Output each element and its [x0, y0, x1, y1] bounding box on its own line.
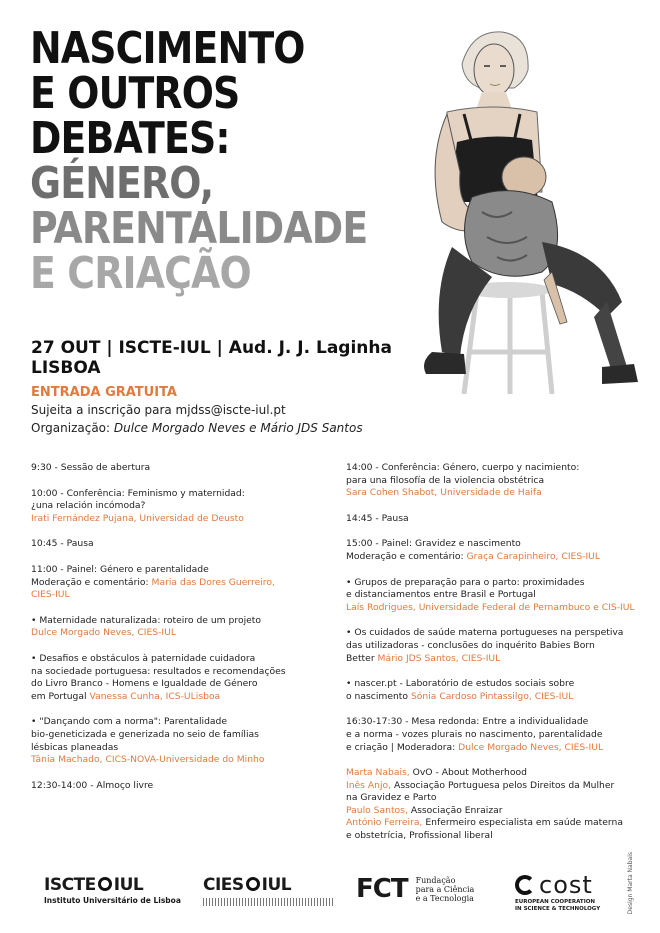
program-line: para una filosofía de la violencia obstétrica	[346, 474, 545, 486]
iscte-wordmark: ISCTE	[44, 875, 96, 895]
program-line: • "Dançando com a norma": Parentalidade	[31, 716, 228, 728]
program-item	[346, 538, 646, 563]
program-line: • Grupos de preparação para o parto: proximidades	[346, 576, 585, 588]
program-line: bio-geneticizada e generizada no seio de famílias	[31, 728, 259, 740]
program-text: e criação | Moderadora:	[346, 741, 456, 753]
program-text: OvO - About Motherhood	[412, 767, 527, 779]
program-item	[31, 462, 336, 475]
speaker-text: Paulo Santos,	[346, 804, 408, 816]
mother-illustration	[402, 22, 642, 394]
program-item	[346, 627, 646, 665]
title-line: GÉNERO,	[30, 158, 214, 209]
sponsor-logos	[0, 868, 660, 918]
cost-logo	[515, 871, 601, 913]
program-text: Moderação e comentário:	[31, 576, 149, 588]
program-line	[346, 653, 646, 666]
speaker-text: Dulce Morgado Neves, CIES-IUL	[458, 741, 604, 753]
cies-iul-wordmark: IUL	[261, 875, 292, 895]
event-city: LISBOA	[31, 358, 101, 378]
cies-wordmark: CIES	[203, 875, 244, 895]
speaker-text: Vanessa Cunha, ICS-ULisboa	[89, 690, 221, 702]
title-line: PARENTALIDADE	[30, 203, 368, 254]
program-item	[346, 577, 646, 615]
title-line: DEBATES:	[30, 113, 230, 164]
iscte-iul-wordmark: IUL	[113, 875, 144, 895]
program-line	[31, 577, 336, 590]
event-date-venue: 27 OUT | ISCTE-IUL | Aud. J. J. Laginha	[31, 338, 392, 358]
program-line: • Os cuidados de saúde materna portugueses na perspetiva	[346, 627, 624, 639]
organization-line	[31, 421, 363, 435]
iscte-symbol-icon	[98, 877, 112, 891]
program-line	[346, 742, 646, 755]
program-item	[31, 564, 336, 602]
program-line	[346, 551, 646, 564]
program-line: na Gravidez e Parto	[346, 792, 437, 804]
cies-symbol-icon	[246, 877, 260, 891]
title-line: E OUTROS	[30, 68, 240, 119]
program-item	[31, 488, 336, 526]
program-line: 9:30 - Sessão de abertura	[31, 462, 151, 473]
speaker-text: Sónia Cardoso Pintassilgo, CIES-IUL	[410, 690, 574, 702]
program-line: 12:30-14:00 - Almoço livre	[31, 779, 154, 791]
cost-subtitle: EUROPEAN COOPERATION	[515, 899, 596, 905]
program-text: Enfermeiro especialista em saúde materna	[425, 817, 624, 829]
speaker-line: Tânia Machado, CICS-NOVA-Universidade do Minho	[31, 754, 265, 766]
program-line: do Livro Branco - Homens e Igualdade de Género	[31, 678, 258, 690]
fct-subtitle: para a Ciência	[415, 884, 475, 894]
program-line: 10:45 - Pausa	[31, 538, 94, 550]
speaker-line: Irati Fernández Pujana, Universidad de Deusto	[31, 512, 244, 524]
fct-logo	[356, 874, 474, 904]
poster-title	[30, 23, 374, 299]
design-credit: Design Marta Nabais	[627, 852, 634, 915]
program-line	[346, 817, 646, 830]
program-item	[346, 716, 646, 754]
fct-subtitle: e a Tecnologia	[415, 893, 474, 903]
speaker-line: CIES-IUL	[31, 589, 70, 601]
program-item	[31, 780, 336, 793]
iscte-subtitle: Instituto Universitário de Lisboa	[44, 896, 181, 905]
iscte-logo	[44, 876, 181, 905]
organizer-names: Dulce Morgado Neves e Mário JDS Santos	[113, 421, 363, 435]
program-line	[346, 767, 646, 780]
speaker-text: Graça Carapinheiro, CIES-IUL	[466, 550, 601, 562]
speaker-line: Laís Rodrigues, Universidade Federal de Pernambuco e CIS-IUL	[346, 601, 635, 613]
program-text: Associação Portuguesa pelos Direitos da Mulher	[394, 779, 615, 791]
organization-label: Organização:	[31, 421, 111, 435]
program-line: e distanciamentos entre Brasil e Portugal	[346, 589, 536, 601]
speaker-line: Dulce Morgado Neves, CIES-IUL	[31, 627, 176, 639]
speaker-text: Mário JDS Santos, CIES-IUL	[377, 652, 501, 664]
program-column-left	[31, 462, 336, 805]
speaker-text: Maria das Dores Guerreiro,	[151, 576, 275, 588]
event-dateline	[31, 338, 392, 378]
program-line	[346, 691, 646, 704]
program-text: Associação Enraizar	[410, 804, 503, 816]
program-line	[346, 805, 646, 818]
cost-symbol-icon	[515, 875, 535, 895]
program-line	[346, 780, 646, 793]
program-line: das utilizadoras - conclusões do inquérito Babies Born	[346, 639, 595, 651]
program-text: Moderação e comentário:	[346, 550, 464, 562]
program-line: 15:00 - Painel: Gravidez e nascimento	[346, 538, 521, 550]
program-line: • Desafios e obstáculos à paternidade cuidadora	[31, 652, 256, 664]
program-line: 14:00 - Conferência: Género, cuerpo y nacimiento:	[346, 462, 580, 473]
cost-subtitle: IN SCIENCE & TECHNOLOGY	[515, 906, 601, 912]
fct-subtitle: Fundação	[415, 875, 456, 885]
speaker-text: Inês Anjo,	[346, 779, 392, 791]
program-item	[31, 653, 336, 703]
program-item	[31, 716, 336, 766]
program-text: o nascimento	[346, 690, 409, 702]
program-line: lésbicas planeadas	[31, 741, 119, 753]
speaker-text: Marta Nabais,	[346, 767, 410, 779]
program-line: na sociedade portuguesa: resultados e recomendações	[31, 665, 286, 677]
program-line: 10:00 - Conferência: Feminismo y maternidad:	[31, 487, 245, 499]
cost-wordmark: cost	[539, 871, 593, 899]
program-line: • Maternidade naturalizada: roteiro de um projeto	[31, 614, 262, 626]
program-item	[31, 538, 336, 551]
free-entry-label: ENTRADA GRATUITA	[31, 385, 177, 400]
program-line: 11:00 - Painel: Género e parentalidade	[31, 563, 209, 575]
program-text: Better	[346, 652, 375, 664]
program-item	[346, 513, 646, 526]
program-line: 16:30-17:30 - Mesa redonda: Entre a individualidade	[346, 716, 589, 728]
program-line: • nascer.pt - Laboratório de estudos sociais sobre	[346, 678, 575, 690]
program-line: 14:45 - Pausa	[346, 512, 409, 524]
program-item	[346, 767, 646, 843]
registration-note: Sujeita a inscrição para mjdss@iscte-iul.pt	[31, 403, 286, 417]
program-line: e a norma - vozes plurais no nascimento, parentalidade	[346, 728, 603, 740]
program-column-right	[346, 462, 646, 856]
program-line	[31, 691, 336, 704]
fct-wordmark: FCT	[356, 874, 408, 904]
speaker-line: Sara Cohen Shabot, Universidade de Haifa	[346, 487, 542, 499]
cies-logo	[203, 876, 333, 906]
program-line: e obstetrícia, Profissional liberal	[346, 830, 493, 842]
program-item	[346, 462, 646, 500]
program-line: ¿una relación incómoda?	[31, 500, 146, 512]
title-line: E CRIAÇÃO	[30, 248, 251, 299]
program-item	[346, 678, 646, 703]
cies-fine-print-decor	[203, 898, 333, 906]
program-text: em Portugal	[31, 690, 87, 702]
program-item	[31, 615, 336, 640]
speaker-text: António Ferreira,	[346, 817, 423, 829]
title-line: NASCIMENTO	[30, 23, 305, 74]
